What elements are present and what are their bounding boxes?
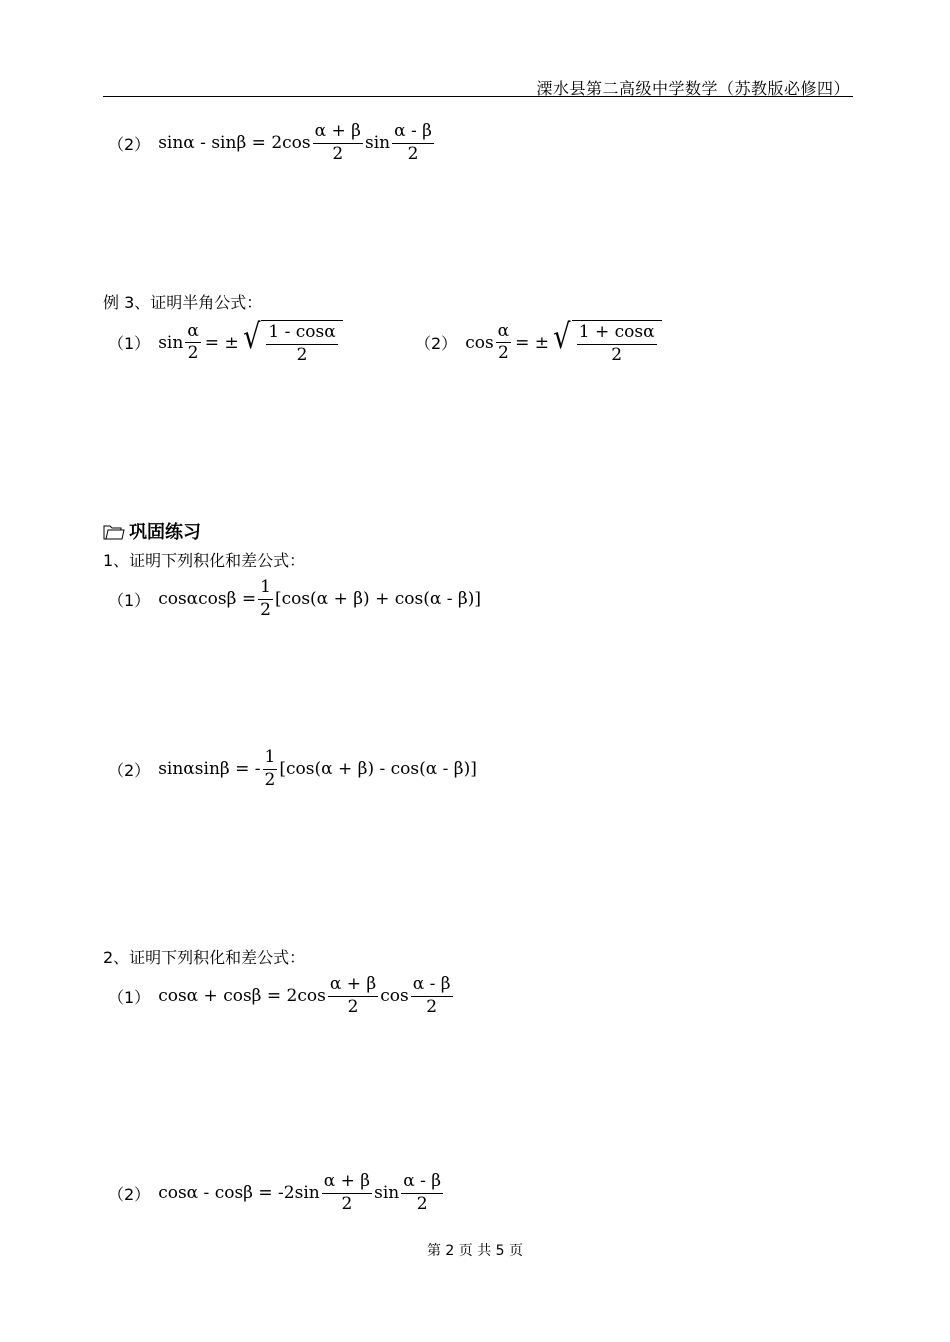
formula-sin-difference [108, 122, 436, 164]
formula-product-cos-cos: （1） cosαcosβ = $\frac{1}{2}$ [cos(α + β) + cos(α - β)] [108, 577, 481, 620]
item-label: （2） [108, 760, 151, 780]
square-root: √ $\frac{1 - \cos\alpha}{2}$ [241, 320, 343, 365]
item-label: （1） [108, 590, 151, 610]
example3-title: 例 3、证明半角公式： [103, 293, 263, 312]
fraction: $\frac{\alpha}{2}$ [497, 320, 510, 364]
item-label: （1） [108, 334, 151, 354]
item-label: （2） [415, 334, 458, 354]
formula-product-sin-sin: （2） sinαsinβ = - $\frac{1}{2}$ [cos(α + β) - cos(α - β)] [108, 747, 477, 790]
fraction: $\frac{\alpha - \beta}{2}$ [403, 1171, 442, 1214]
practice-title: 巩固练习 [129, 522, 201, 543]
formula-half-angle-cos: （2） cos $\frac{\alpha}{2}$ = ± √ $\frac{1 + \cos\alpha}{2}$ [415, 320, 662, 365]
question1-title: 1、证明下列积化和差公式： [103, 551, 306, 570]
fraction: $\frac{\alpha - \beta}{2}$ [394, 121, 432, 164]
page-number: 第 2 页 共 5 页 [426, 1243, 524, 1259]
square-root: √ $\frac{1 + \cos\alpha}{2}$ [551, 320, 662, 365]
fraction: $\frac{\alpha - \beta}{2}$ [412, 974, 451, 1017]
header-title: 溧水县第二高级中学数学（苏教版必修四） [536, 79, 850, 98]
header-rule [103, 96, 853, 97]
fraction: $\frac{1}{2}$ [260, 577, 271, 620]
item-label: （1） [108, 987, 151, 1007]
fraction: $\frac{\alpha + \beta}{2}$ [314, 121, 361, 164]
formula-lhs: sinα - sinβ = 2cos [158, 133, 311, 154]
fraction: $\frac{\alpha + \beta}{2}$ [323, 1171, 371, 1214]
question2-title: 2、证明下列积化和差公式： [103, 948, 306, 967]
folder-icon [103, 525, 125, 540]
practice-heading [103, 518, 201, 544]
fraction: $\frac{\alpha + \beta}{2}$ [329, 974, 377, 1017]
formula-half-angle-sin: （1） sin $\frac{\alpha}{2}$ = ± √ $\frac{1 - \cos\alpha}{2}$ [108, 320, 343, 365]
formula-sum-cos: （1） cosα + cosβ = 2cos $\frac{\alpha + \beta}{2}$ cos $\frac{\alpha - \beta}{2}$ [108, 974, 451, 1017]
item-label: （2） [108, 1184, 151, 1204]
item-label: （2） [108, 134, 151, 154]
fraction: $\frac{\alpha}{2}$ [187, 320, 199, 364]
fraction: $\frac{1}{2}$ [264, 747, 276, 790]
formula-difference-cos: （2） cosα - cosβ = -2sin $\frac{\alpha + \beta}{2}$ sin $\frac{\alpha - \beta}{2}$ [108, 1171, 442, 1214]
formula-mid: sin [365, 133, 391, 154]
